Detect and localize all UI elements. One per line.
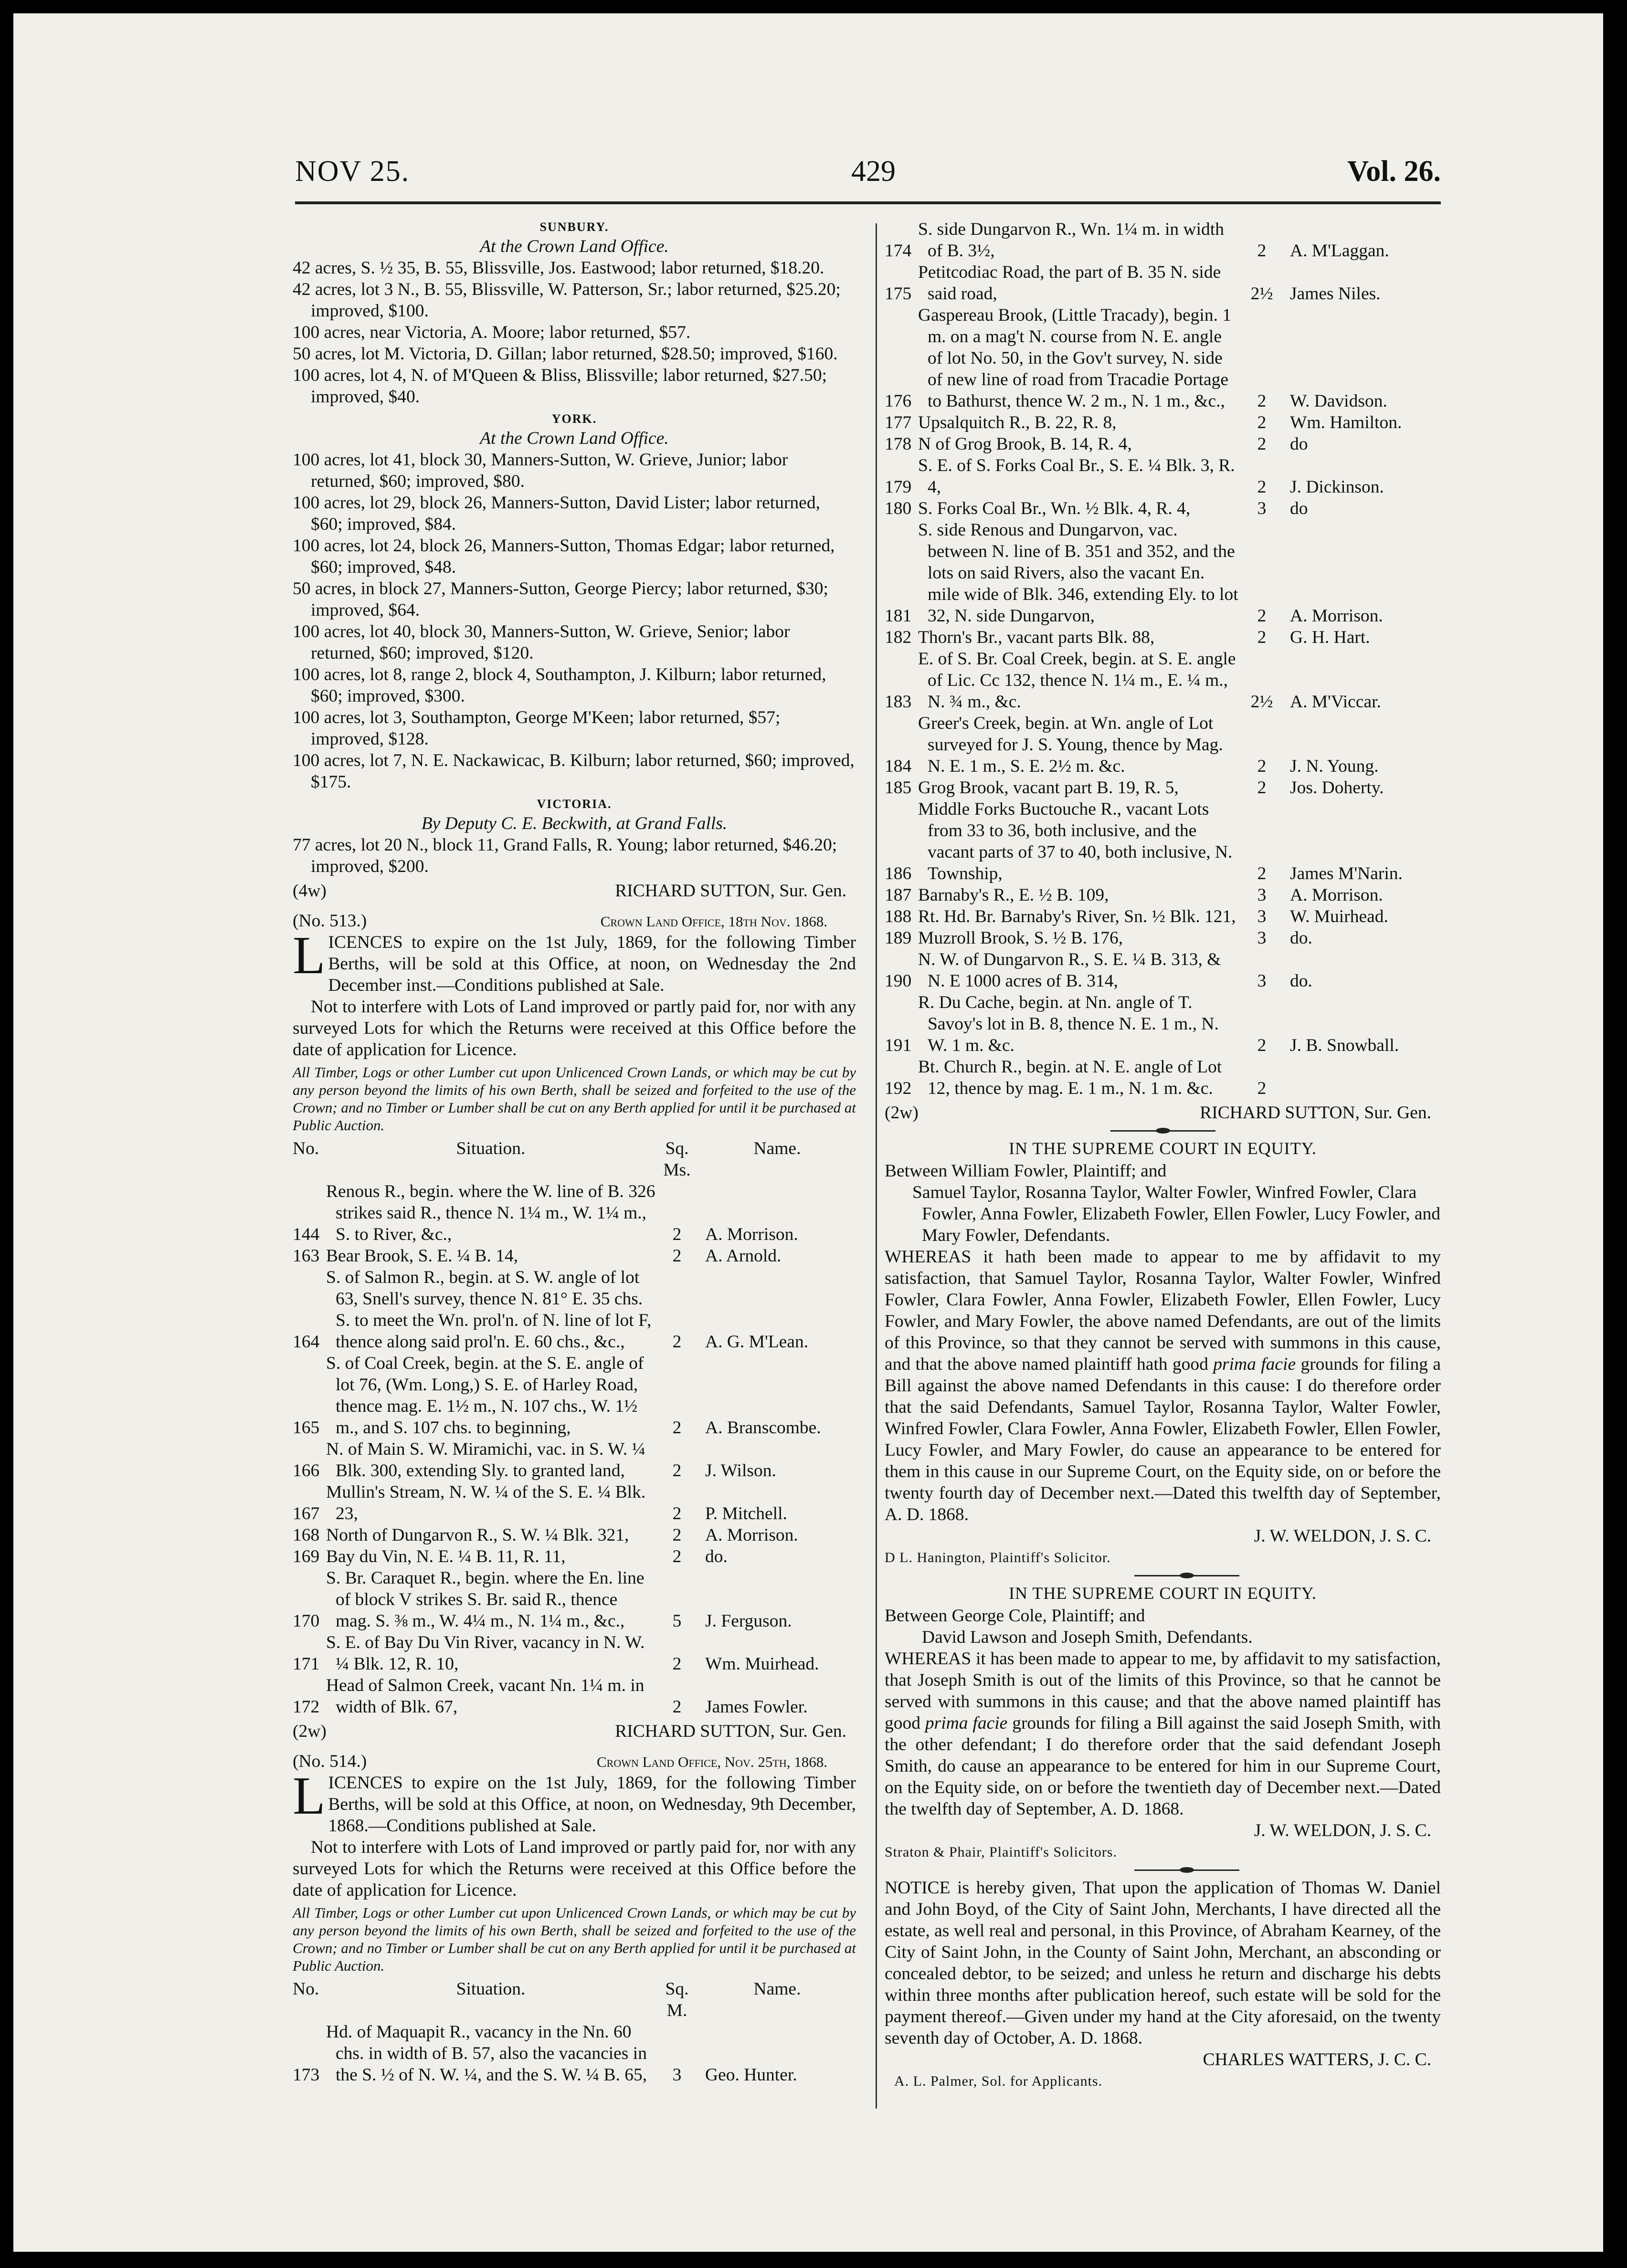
notice-heading: [293, 910, 856, 932]
berth-licensee: do.: [1290, 971, 1312, 991]
court-defendants: David Lawson and Joseph Smith, Defendants.: [922, 1628, 1253, 1647]
notice-warning: All Timber, Logs or other Lumber cut upon Unlicenced Crown Lands, or which may be cut by any person beyond the limits of his own Berth, shall be seized and forfeited to the use of the Crown; and no Timber or Lumber shall be cut on any Berth applied for until it be purchased at Public Auction.: [293, 1904, 856, 1974]
berth-situation: North of Dungarvon R., S. W. ¼ Blk. 321,: [326, 1525, 629, 1545]
solicitor-line: A. L. Palmer, Sol. for Applicants.: [894, 2073, 1103, 2089]
office-date: Crown Land Office, 18th Nov. 1868.: [600, 913, 827, 930]
court-defendants: Samuel Taylor, Rosanna Taylor, Walter Fowler, Winfred Fowler, Clara Fowler, Anna Fowler, Elizabeth Fowler, Ellen Fowler, Lucy Fowler, and Mary Fowler, Defendants.: [912, 1183, 1441, 1245]
berth-row: [885, 433, 1441, 455]
notice-paragraph: Not to interfere with Lots of Land improved or partly paid for, nor with any surveyed Lots for which the Returns were received at this Office before the date of application for Licence.: [293, 997, 856, 1060]
berth-square-miles: 2: [1257, 477, 1267, 497]
notice-signature: CHARLES WATTERS, J. C. C.: [1203, 2050, 1431, 2069]
berth-situation: N. W. of Dungarvon R., S. E. ¼ B. 313, & N. E 1000 acres of B. 314,: [918, 950, 1221, 991]
berth-row: [885, 713, 1441, 777]
berth-row: [885, 455, 1441, 498]
berth-situation: Thorn's Br., vacant parts Blk. 88,: [918, 628, 1155, 647]
land-entry: 100 acres, lot 40, block 30, Manners-Sutton, W. Grieve, Senior; labor returned, $60; improved, $120.: [293, 622, 790, 663]
berth-row: [885, 777, 1441, 798]
court-parties: Between George Cole, Plaintiff; and: [885, 1606, 1145, 1626]
land-entry: 100 acres, lot 24, block 26, Manners-Sutton, Thomas Edgar; labor returned, $60; improved, $48.: [293, 536, 835, 577]
berth-number: 192: [885, 1079, 912, 1098]
berth-situation: R. Du Cache, begin. at Nn. angle of T. Savoy's lot in B. 8, thence N. E. 1 m., N. W. 1 m. &c.: [918, 993, 1219, 1055]
insertion-count: (2w): [293, 1722, 327, 1741]
berth-situation: S. Forks Coal Br., Wn. ½ Blk. 4, R. 4,: [918, 499, 1191, 518]
berth-row: [885, 498, 1441, 519]
berth-number: 173: [293, 2065, 320, 2085]
berth-row: [885, 412, 1441, 433]
signature: RICHARD SUTTON, Sur. Gen.: [615, 881, 846, 901]
berth-row: [885, 262, 1441, 304]
solicitor-line: D L. Hanington, Plaintiff's Solicitor.: [885, 1550, 1111, 1565]
office-date: Crown Land Office, Nov. 25th, 1868.: [596, 1754, 827, 1770]
drop-cap: L: [293, 1766, 326, 1826]
notice-number: (No. 514.): [293, 1752, 367, 1771]
page-number: 429: [851, 155, 896, 188]
estate-notice-body: NOTICE is hereby given, That upon the application of Thomas W. Daniel and John Boyd, of the City of Saint John, Merchants, I have directed all the estate, as well real and personal, in this Province, of Abraham Kearney, of the City of Saint John, in the County of Saint John, Merchant, an absconding or concealed debtor, to be seized; and unless he return and discharge his debts within three months after publication hereof, such estate will be sold for the payment thereof.—Given under my hand at the City aforesaid, on the twenty seventh day of October, A. D. 1868.: [885, 1878, 1441, 2048]
berth-row: [885, 1056, 1441, 1099]
berth-number: 183: [885, 692, 912, 712]
notice-paragraph: LICENCES to expire on the 1st July, 1869, for the following Timber Berths, will be sold at this Office, at noon, on Wednesday, 9th December, 1868.—Conditions published at Sale.: [293, 1766, 856, 1836]
berth-situation: N of Grog Brook, B. 14, R. 4,: [918, 434, 1132, 454]
berth-number: 176: [885, 391, 912, 411]
land-entry: 100 acres, lot 3, Southampton, George M'Keen; labor returned, $57; improved, $128.: [293, 708, 781, 749]
newspaper-page: [13, 13, 1603, 2252]
berth-situation: S. E. of S. Forks Coal Br., S. E. ¼ Blk. 3, R. 4,: [918, 456, 1235, 497]
berth-number: 165: [293, 1418, 320, 1438]
berth-square-miles: 5: [672, 1611, 682, 1631]
signature: RICHARD SUTTON, Sur. Gen.: [1200, 1103, 1431, 1123]
berth-licensee: J. B. Snowball.: [1290, 1036, 1399, 1055]
berth-situation: Hd. of Maquapit R., vacancy in the Nn. 60 chs. in width of B. 57, also the vacancies in the S. ½ of N. W. ¼, and the S. W. ¼ B. 65,: [326, 2022, 647, 2085]
berth-situation: Greer's Creek, begin. at Wn. angle of Lot surveyed for J. S. Young, thence by Mag. N. E. 1 m., S. E. 2½ m. &c.: [918, 714, 1223, 776]
court-order-body: WHEREAS it has been made to appear to me, by affidavit to my satisfaction, that Joseph Smith is out of the limits of this Province, so that he cannot be served with summons in this cause; and that the above named plaintiff has good prima facie grounds for filing a Bill against the said Joseph Smith, with the other defendant; I do therefore order that the said defendant Joseph Smith, do cause an appearance to be entered for him in our Supreme Court, on the Equity side, on or before the twentieth day of December next.—Dated the twelfth day of September, A. D. 1868.: [885, 1649, 1441, 1819]
judge-signature: J. W. WELDON, J. S. C.: [1254, 1526, 1431, 1546]
berth-licensee: J. Wilson.: [705, 1461, 776, 1480]
berth-number: 179: [885, 477, 912, 497]
berth-row: [885, 927, 1441, 949]
berth-situation: Renous R., begin. where the W. line of B. 326 strikes said R., thence N. 1¼ m., W. 1¼ m., S. to River, &c.,: [326, 1182, 655, 1244]
berth-licensee: J. N. Young.: [1290, 756, 1379, 776]
berth-situation: Bear Brook, S. E. ¼ B. 14,: [326, 1246, 518, 1266]
berth-row: [885, 627, 1441, 648]
left-column: [293, 219, 856, 2086]
section-subtitle-sunbury: At the Crown Land Office.: [480, 237, 669, 256]
berth-number: 168: [293, 1525, 320, 1545]
berth-number: 182: [885, 628, 912, 647]
land-entry: 77 acres, lot 20 N., block 11, Grand Falls, R. Young; labor returned, $46.20; improved, $200.: [293, 835, 837, 876]
berth-square-miles: 2: [1257, 1036, 1267, 1055]
berth-number: 180: [885, 499, 912, 518]
berth-situation: N. of Main S. W. Miramichi, vac. in S. W. ¼ Blk. 300, extending Sly. to granted land,: [326, 1439, 645, 1480]
judge-signature: J. W. WELDON, J. S. C.: [1254, 1821, 1431, 1840]
berth-table: [293, 1181, 856, 1718]
right-column: [885, 219, 1441, 2092]
berth-square-miles: 2: [672, 1654, 682, 1674]
berth-row: [293, 1181, 856, 1245]
berth-row: [885, 519, 1441, 627]
column-divider: [876, 223, 877, 2109]
berth-number: 171: [293, 1654, 320, 1674]
berth-square-miles: 2: [672, 1525, 682, 1545]
berth-row: [293, 1245, 856, 1267]
berth-row: [885, 219, 1441, 262]
berth-number: 191: [885, 1036, 912, 1055]
berth-row: [885, 304, 1441, 412]
berth-square-miles: 2: [1257, 756, 1267, 776]
berth-square-miles: 2: [1257, 391, 1267, 411]
berth-row: [293, 1438, 856, 1481]
section-title-york: YORK.: [551, 412, 597, 426]
section-subtitle-york: At the Crown Land Office.: [480, 429, 669, 448]
berth-licensee: do.: [1290, 928, 1312, 948]
berth-square-miles: 2½: [1250, 284, 1273, 304]
berth-situation: Muzroll Brook, S. ½ B. 176,: [918, 928, 1123, 948]
berth-row: [293, 1567, 856, 1632]
berth-row: [293, 1481, 856, 1524]
berth-licensee: Wm. Muirhead.: [705, 1654, 819, 1674]
land-entry: 42 acres, lot 3 N., B. 55, Blissville, W. Patterson, Sr.; labor returned, $25.20; improved, $100.: [293, 280, 841, 321]
col-header-name: Name.: [753, 1979, 801, 1999]
berth-licensee: A. Morrison.: [1290, 885, 1383, 905]
insertion-count: (4w): [293, 881, 327, 901]
notice-paragraph: Not to interfere with Lots of Land improved or partly paid for, nor with any surveyed Lots for which the Returns were received at this Office before the date of application for Licence.: [293, 1838, 856, 1900]
berth-licensee: do.: [705, 1547, 728, 1566]
signature-line: [885, 1102, 1441, 1124]
berth-licensee: A. Morrison.: [1290, 606, 1383, 626]
land-entry: 100 acres, lot 41, block 30, Manners-Sutton, W. Grieve, Junior; labor returned, $60; improved, $80.: [293, 450, 788, 491]
berth-table: [885, 219, 1441, 1099]
berth-licensee: A. G. M'Lean.: [705, 1332, 809, 1352]
berth-number: 186: [885, 864, 912, 883]
berth-situation: Mullin's Stream, N. W. ¼ of the S. E. ¼ Blk. 23,: [326, 1482, 646, 1523]
berth-licensee: A. M'Viccar.: [1290, 692, 1381, 712]
berth-number: 174: [885, 241, 912, 261]
berth-square-miles: 2: [672, 1547, 682, 1566]
col-header-situation: Situation.: [456, 1139, 526, 1158]
berth-square-miles: 2: [672, 1418, 682, 1438]
berth-number: 188: [885, 907, 912, 926]
berth-situation: S. E. of Bay Du Vin River, vacancy in N. W. ¼ Blk. 12, R. 10,: [326, 1633, 645, 1674]
drop-cap: L: [293, 926, 326, 985]
berth-square-miles: 3: [672, 2065, 682, 2085]
land-entry: 50 acres, in block 27, Manners-Sutton, George Piercy; labor returned, $30; improved, $64.: [293, 579, 828, 620]
berth-licensee: A. Morrison.: [705, 1525, 798, 1545]
berth-number: 178: [885, 434, 912, 454]
berth-square-miles: 2: [672, 1225, 682, 1244]
berth-situation: Gaspereau Brook, (Little Tracady), begin. 1 m. on a mag't N. course from N. E. angle of lot No. 50, in the Gov't survey, N. side of new line of road from Tracadie Portage to Bathurst, thence W. 2 m., N. 1 m., &c.,: [918, 305, 1232, 411]
berth-licensee: G. H. Hart.: [1290, 628, 1370, 647]
berth-row: [885, 906, 1441, 927]
notice-warning: All Timber, Logs or other Lumber cut upon Unlicenced Crown Lands, or which may be cut by any person beyond the limits of his own Berth, shall be seized and forfeited to the use of the Crown; and no Timber or Lumber shall be cut on any Berth applied for until it be purchased at Public Auction.: [293, 1064, 856, 1134]
berth-licensee: A. Branscombe.: [705, 1418, 821, 1438]
signature-line: [293, 880, 856, 902]
issue-date: NOV 25.: [295, 155, 410, 188]
berth-licensee: James Niles.: [1290, 284, 1381, 304]
col-header-sq: Sq. M.: [665, 1979, 689, 2020]
land-entry: 100 acres, lot 7, N. E. Nackawicac, B. Kilburn; labor returned, $60; improved, $175.: [293, 751, 855, 792]
berth-situation: Upsalquitch R., B. 22, R. 8,: [918, 413, 1117, 432]
berth-table-header: [293, 1978, 856, 2021]
notice-number: (No. 513.): [293, 911, 367, 931]
berth-situation: S. of Salmon R., begin. at S. W. angle of lot 63, Snell's survey, thence N. 81° E. 35 chs. S. to meet the Wn. prol'n. of N. line of lot F, thence along said prol'n. E. 60 chs., &c.,: [326, 1268, 652, 1352]
court-notice-title: IN THE SUPREME COURT IN EQUITY.: [1009, 1584, 1317, 1603]
berth-row: [293, 1546, 856, 1567]
land-entry: 100 acres, lot 29, block 26, Manners-Sutton, David Lister; labor returned, $60; improved, $84.: [293, 493, 820, 534]
section-title-sunbury: SUNBURY.: [539, 220, 609, 234]
signature: RICHARD SUTTON, Sur. Gen.: [615, 1722, 846, 1741]
berth-table-header: [293, 1138, 856, 1181]
col-header-sq: Sq. Ms.: [663, 1139, 691, 1180]
berth-licensee: James Fowler.: [705, 1697, 808, 1717]
berth-row: [293, 2021, 856, 2086]
berth-number: 170: [293, 1611, 320, 1631]
berth-square-miles: 3: [1257, 971, 1267, 991]
berth-square-miles: 2: [1257, 241, 1267, 261]
notice-heading: [293, 1751, 856, 1772]
berth-situation: Grog Brook, vacant part B. 19, R. 5,: [918, 778, 1179, 798]
berth-square-miles: 2: [1257, 606, 1267, 626]
berth-situation: Middle Forks Buctouche R., vacant Lots from 33 to 36, both inclusive, and the vacant parts of 37 to 40, both inclusive, N. Township,: [918, 799, 1233, 883]
berth-square-miles: 2: [672, 1332, 682, 1352]
berth-situation: Head of Salmon Creek, vacant Nn. 1¼ m. in width of Blk. 67,: [326, 1676, 644, 1717]
land-entry: 100 acres, lot 4, N. of M'Queen & Bliss, Blissville; labor returned, $27.50; improved, $40.: [293, 366, 827, 407]
ornament-rule: [1134, 1572, 1192, 1579]
notice-paragraph: LICENCES to expire on the 1st July, 1869, for the following Timber Berths, will be sold at this Office, at noon, on Wednesday the 2nd December inst.—Conditions published at Sale.: [293, 926, 856, 995]
berth-number: 181: [885, 606, 912, 626]
berth-number: 185: [885, 778, 912, 798]
berth-square-miles: 3: [1257, 907, 1267, 926]
berth-situation: Bt. Church R., begin. at N. E. angle of Lot 12, thence by mag. E. 1 m., N. 1 m. &c.: [918, 1057, 1222, 1098]
berth-situation: S. of Coal Creek, begin. at the S. E. angle of lot 76, (Wm. Long,) S. E. of Harley Road, thence mag. E. 1½ m., N. 107 chs., W. 1½ m., and S. 107 chs. to beginning,: [326, 1354, 644, 1438]
berth-row: [885, 884, 1441, 906]
berth-row: [885, 648, 1441, 713]
berth-square-miles: 2½: [1250, 692, 1273, 712]
berth-licensee: A. M'Laggan.: [1290, 241, 1389, 261]
berth-situation: S. Br. Caraquet R., begin. where the En. line of block V strikes S. Br. said R., thence mag. S. ⅜ m., W. 4¼ m., N. 1¼ m., &c.,: [326, 1568, 644, 1631]
land-entry: 50 acres, lot M. Victoria, D. Gillan; labor returned, $28.50; improved, $160.: [293, 344, 838, 364]
berth-number: 172: [293, 1697, 320, 1717]
berth-square-miles: 2: [1257, 1079, 1267, 1098]
berth-number: 187: [885, 885, 912, 905]
berth-situation: Petitcodiac Road, the part of B. 35 N. side said road,: [918, 262, 1221, 304]
berth-number: 167: [293, 1504, 320, 1523]
col-header-situation: Situation.: [456, 1979, 526, 1999]
berth-licensee: J. Ferguson.: [705, 1611, 792, 1631]
berth-number: 144: [293, 1225, 320, 1244]
berth-row: [293, 1524, 856, 1546]
berth-licensee: J. Dickinson.: [1290, 477, 1384, 497]
berth-square-miles: 3: [1257, 885, 1267, 905]
berth-row: [293, 1267, 856, 1353]
col-header-no: No.: [293, 1139, 319, 1158]
court-parties: Between William Fowler, Plaintiff; and: [885, 1161, 1167, 1181]
berth-row: [293, 1353, 856, 1438]
berth-square-miles: 3: [1257, 928, 1267, 948]
header-rule: [295, 201, 1441, 204]
section-subtitle-victoria: By Deputy C. E. Beckwith, at Grand Falls.: [421, 814, 728, 833]
berth-situation: S. side Renous and Dungarvon, vac. between N. line of B. 351 and 352, and the lots on said Rivers, also the vacant En. mile wide of Blk. 346, extending Ely. to lot 32, N. side Dungarvon,: [918, 520, 1238, 626]
berth-number: 190: [885, 971, 912, 991]
berth-number: 164: [293, 1332, 320, 1352]
page-header: [295, 155, 1441, 200]
berth-licensee: Geo. Hunter.: [705, 2065, 797, 2085]
berth-number: 184: [885, 756, 912, 776]
ornament-rule: [1134, 1867, 1192, 1873]
berth-square-miles: 2: [672, 1504, 682, 1523]
berth-row: [293, 1632, 856, 1675]
berth-square-miles: 2: [1257, 413, 1267, 432]
berth-square-miles: 3: [1257, 499, 1267, 518]
berth-square-miles: 2: [1257, 628, 1267, 647]
insertion-count: (2w): [885, 1103, 919, 1123]
land-entry: 42 acres, S. ½ 35, B. 55, Blissville, Jos. Eastwood; labor returned, $18.20.: [293, 258, 824, 278]
berth-licensee: W. Davidson.: [1290, 391, 1387, 411]
berth-licensee: P. Mitchell.: [705, 1504, 787, 1523]
solicitor-line: Straton & Phair, Plaintiff's Solicitors.: [885, 1844, 1117, 1860]
volume-number: Vol. 26.: [1347, 155, 1441, 188]
berth-row: [885, 798, 1441, 884]
berth-square-miles: 2: [672, 1697, 682, 1717]
col-header-name: Name.: [753, 1139, 801, 1158]
land-entry: 100 acres, lot 8, range 2, block 4, Southampton, J. Kilburn; labor returned, $60; improved, $300.: [293, 665, 826, 706]
section-title-victoria: VICTORIA.: [537, 797, 612, 811]
berth-licensee: Wm. Hamilton.: [1290, 413, 1402, 432]
berth-situation: Rt. Hd. Br. Barnaby's River, Sn. ½ Blk. 121,: [918, 907, 1236, 926]
berth-licensee: do: [1290, 499, 1308, 518]
court-order-body: WHEREAS it hath been made to appear to me by affidavit to my satisfaction, that Samuel Taylor, Rosanna Taylor, Walter Fowler, Winfred Fowler, Clara Fowler, Anna Fowler, Elizabeth Fowler, Ellen Fowler, Lucy Fowler, and Mary Fowler, the above named Defendants, are out of the limits of this Province, so that they cannot be served with summons in this cause, and that the above named plaintiff hath good prima facie grounds for filing a Bill against the above named Defendants in this cause: I do therefore order that the said Defendants, Samuel Taylor, Rosanna Taylor, Walter Fowler, Winfred Fowler, Clara Fowler, Anna Fowler, Elizabeth Fowler, Ellen Fowler, Lucy Fowler, and Mary Fowler, do cause an appearance to be entered for them in this cause in our Supreme Court, on the Equity side, on or before the twenty fourth day of December next.—Dated this twelfth day of September, A. D. 1868.: [885, 1247, 1441, 1524]
col-header-no: No.: [293, 1979, 319, 1999]
berth-number: 166: [293, 1461, 320, 1480]
berth-situation: Barnaby's R., E. ½ B. 109,: [918, 885, 1109, 905]
berth-number: 169: [293, 1547, 320, 1566]
berth-licensee: W. Muirhead.: [1290, 907, 1388, 926]
land-entry: 100 acres, near Victoria, A. Moore; labor returned, $57.: [293, 323, 691, 342]
berth-table: [293, 2021, 856, 2086]
berth-row: [885, 992, 1441, 1056]
berth-licensee: James M'Narin.: [1290, 864, 1403, 883]
berth-square-miles: 2: [1257, 864, 1267, 883]
berth-situation: E. of S. Br. Coal Creek, begin. at S. E. angle of Lic. Cc 132, thence N. 1¼ m., E. ¼ m., N. ¾ m., &c.: [918, 649, 1236, 712]
berth-square-miles: 2: [1257, 434, 1267, 454]
berth-situation: Bay du Vin, N. E. ¼ B. 11, R. 11,: [326, 1547, 566, 1566]
berth-number: 175: [885, 284, 912, 304]
berth-number: 163: [293, 1246, 320, 1266]
berth-row: [885, 949, 1441, 992]
berth-square-miles: 2: [672, 1246, 682, 1266]
berth-square-miles: 2: [672, 1461, 682, 1480]
berth-licensee: A. Morrison.: [705, 1225, 798, 1244]
berth-licensee: A. Arnold.: [705, 1246, 782, 1266]
signature-line: [293, 1721, 856, 1742]
ornament-rule: [1110, 1127, 1215, 1134]
berth-licensee: Jos. Doherty.: [1290, 778, 1384, 798]
berth-square-miles: 2: [1257, 778, 1267, 798]
berth-row: [293, 1675, 856, 1718]
berth-number: 189: [885, 928, 912, 948]
berth-number: 177: [885, 413, 912, 432]
berth-situation: S. side Dungarvon R., Wn. 1¼ m. in width of B. 3½,: [918, 220, 1224, 261]
berth-licensee: do: [1290, 434, 1308, 454]
court-notice-title: IN THE SUPREME COURT IN EQUITY.: [1009, 1139, 1317, 1158]
